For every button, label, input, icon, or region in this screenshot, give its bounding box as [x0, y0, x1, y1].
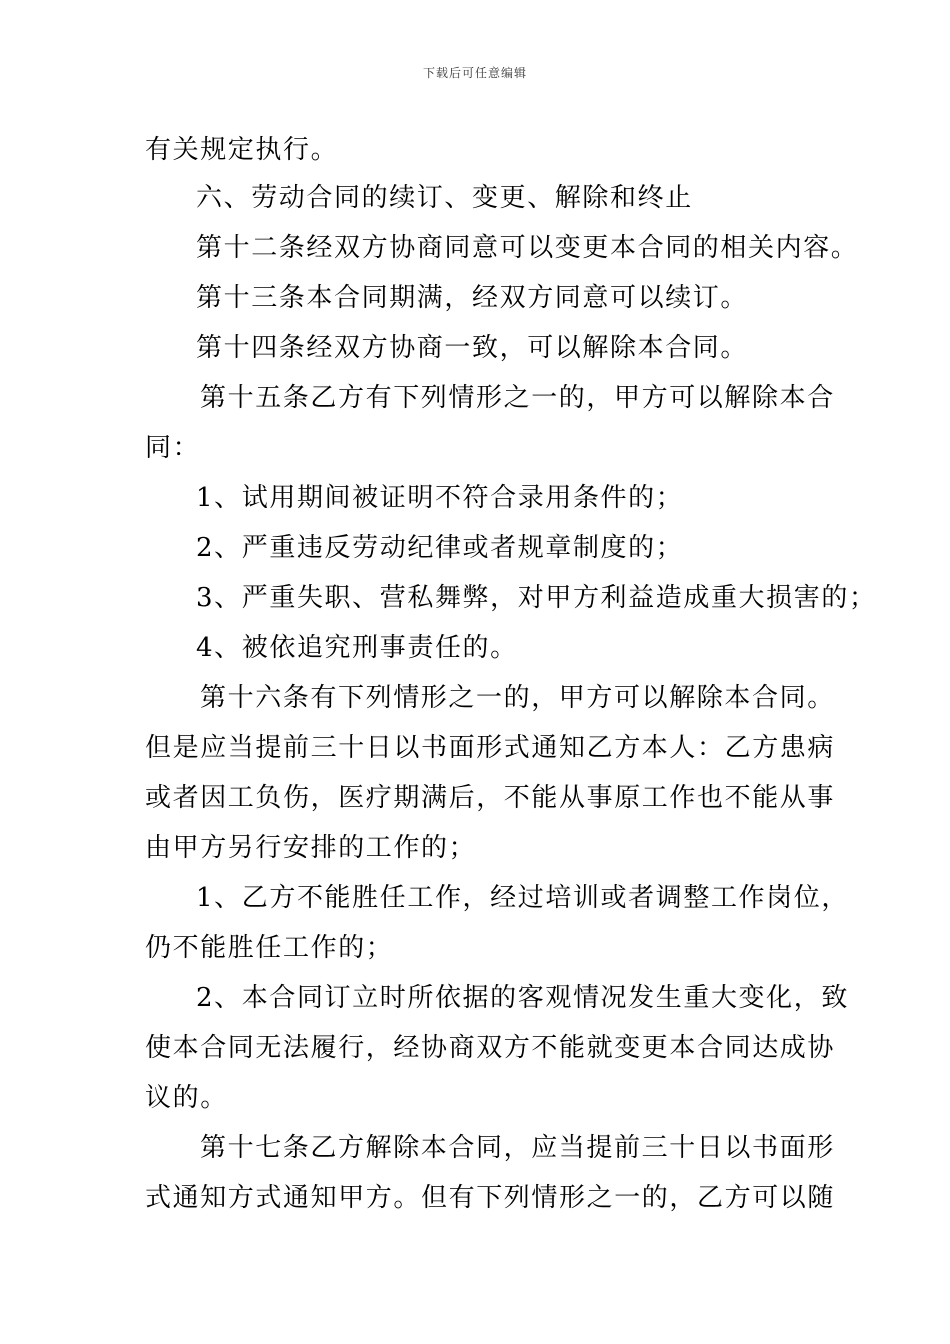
text-line: 式通知方式通知甲方。但有下列情形之一的，乙方可以随: [145, 1183, 836, 1213]
list-item: 1、乙方不能胜任工作，经过培训或者调整工作岗位，: [196, 883, 849, 913]
section-heading: 六、劳动合同的续订、变更、解除和终止: [196, 183, 693, 213]
text-line: 由甲方另行安排的工作的；: [145, 833, 477, 863]
page-header: 下载后可任意编辑: [422, 66, 527, 80]
article-14: 第十四条经双方协商一致，可以解除本合同。: [196, 333, 749, 363]
text-line: 使本合同无法履行，经协商双方不能就变更本合同达成协: [145, 1033, 836, 1063]
list-item: 3、严重失职、营私舞弊，对甲方利益造成重大损害的；: [196, 583, 877, 613]
text-line: 仍不能胜任工作的；: [145, 933, 394, 963]
list-item: 4、被依追究刑事责任的。: [196, 633, 518, 663]
text-line: 同：: [145, 433, 201, 463]
article-15: 第十五条乙方有下列情形之一的，甲方可以解除本合: [200, 383, 835, 413]
list-item: 2、严重违反劳动纪律或者规章制度的；: [196, 533, 684, 563]
list-item: 2、本合同订立时所依据的客观情况发生重大变化，致: [196, 983, 849, 1013]
article-13: 第十三条本合同期满，经双方同意可以续订。: [196, 283, 749, 313]
article-12: 第十二条经双方协商同意可以变更本合同的相关内容。: [196, 233, 859, 263]
text-line: 但是应当提前三十日以书面形式通知乙方本人：乙方患病: [145, 733, 836, 763]
article-17: 第十七条乙方解除本合同，应当提前三十日以书面形: [200, 1133, 835, 1163]
text-line: 或者因工负伤，医疗期满后，不能从事原工作也不能从事: [145, 783, 836, 813]
text-line: 议的。: [145, 1083, 228, 1113]
article-16: 第十六条有下列情形之一的，甲方可以解除本合同。: [200, 683, 835, 713]
text-line: 有关规定执行。: [145, 135, 339, 165]
list-item: 1、试用期间被证明不符合录用条件的；: [196, 483, 684, 513]
